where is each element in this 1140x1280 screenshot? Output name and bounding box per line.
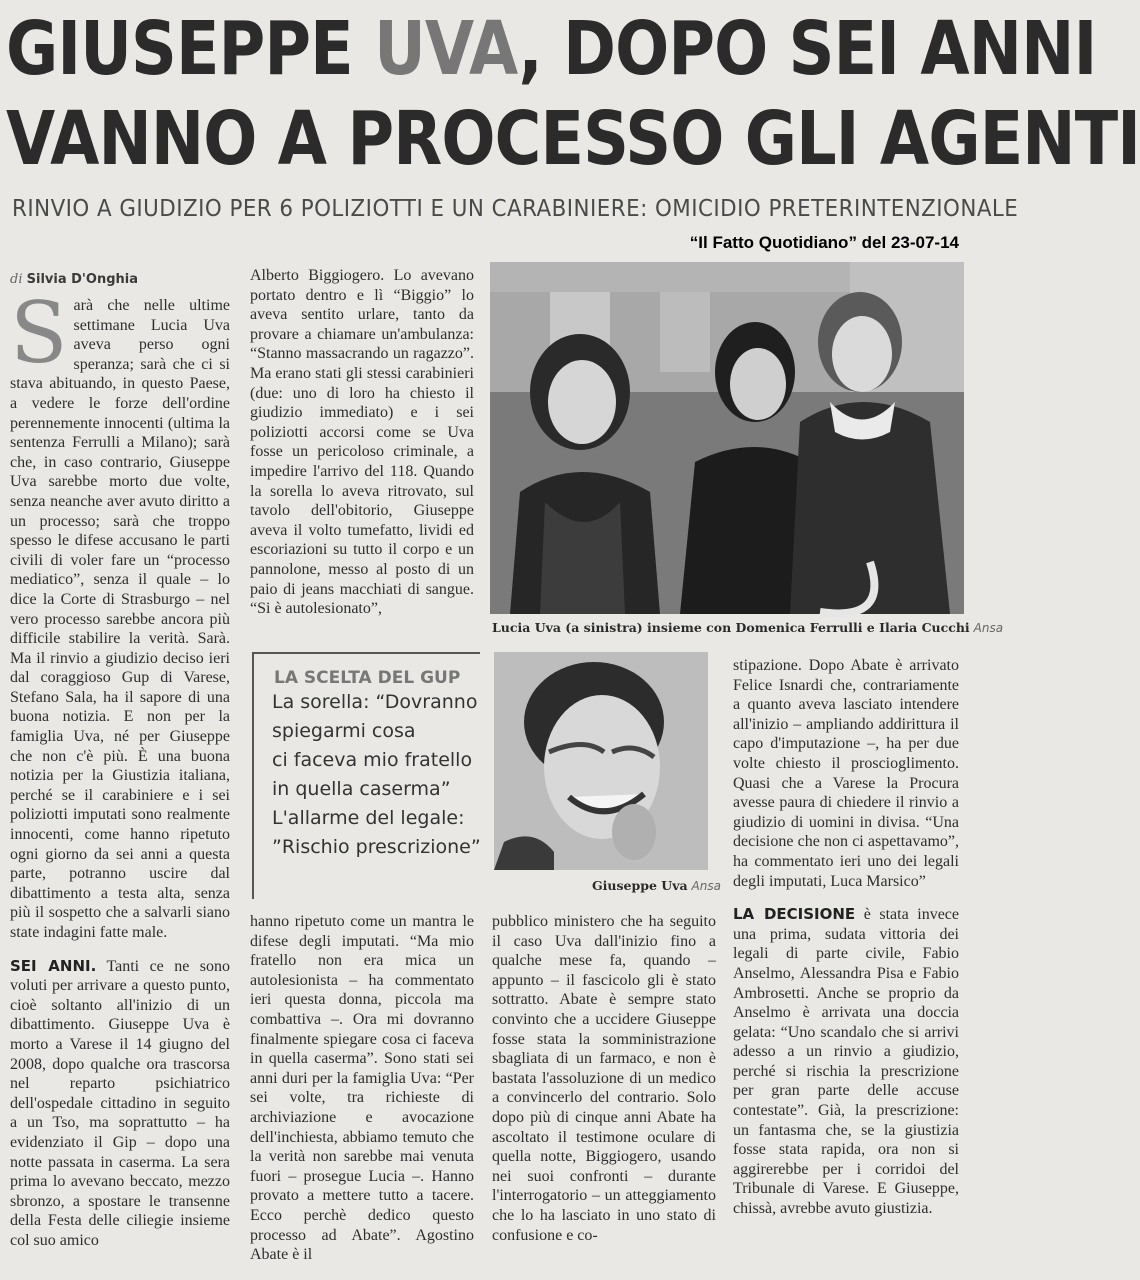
paragraph: stipazione. Dopo Abate è arrivato Felice Isnardi che, contrariamente a quanto aveva lasciato intendere all'inizio – ampliando addirittura il capo d'imputazione –, ha per due volte chiesto il proscioglimento. Quasi che a Varese la Procura avesse paura di chiedere il rinvio a giudizio di uomini in divisa. “Una decisione che non ci aspettavamo”, ha commentato ieri uno dei legali degli imputati, Luca Marsico” <box>733 657 959 890</box>
article-column-1 <box>10 284 231 1262</box>
headline-text: , DOPO SEI ANNI <box>518 6 1097 92</box>
headline-line2: VANNO A PROCESSO GLI AGENTI <box>6 96 1140 182</box>
box-line: in quella caserma” <box>272 778 451 800</box>
box-title: LA SCELTA DEL GUP <box>274 668 461 688</box>
box-line: L'allarme del legale: <box>272 807 465 829</box>
byline-author: Silvia D'Onghia <box>26 272 138 287</box>
source-note: “Il Fatto Quotidiano” del 23-07-14 <box>689 233 959 252</box>
photo-lucia-uva <box>490 262 964 614</box>
article-column-3 <box>492 912 716 1264</box>
paragraph: hanno ripetuto come un mantra le difese degli imputati. “Ma mio fratello non era mica un autolesionista – ha commentato ieri questa donna, piccola ma combattiva –. Ora mi dovranno finalmente spiegare cosa ci faceva in quella caserma”. Sono stati sei anni duri per la famiglia Uva: “Per sei volte, tra richieste di archiviazione e avocazione dell'inchiesta, abbiamo temuto che la verità non sarebbe mai venuta fuori – prosegue Lucia –. Hanno provato a mettere tutto a tacere. Ecco perchè dedico questo processo ad Abate”. Agostino Abate è il <box>250 913 474 1264</box>
subheadline: RINVIO A GIUDIZIO PER 6 POLIZIOTTI E UN CARABINIERE: OMICIDIO PRETERINTENZIONALE <box>12 196 1019 222</box>
article-column-4 <box>733 656 959 1264</box>
caption-text: Lucia Uva (a sinistra) insieme con Domenica Ferrulli e Ilaria Cucchi <box>492 620 970 635</box>
photo-image <box>494 652 708 870</box>
headline <box>6 4 1140 184</box>
paragraph: è stata invece una prima, sudata vittoria dei legali di parte civile, Fabio Anselmo, Alessandra Pisa e Fabio Ambrosetti. Anche se proprio da Anselmo è arrivata una doccia gelata: “Uno scandalo che si arrivi adesso a un rinvio a giudizio, perché si rischia la prescrizione per gran parte delle accuse contestate”. Già, la prescrizione: un fantasma che, se la giustizia fosse stata rapida, ora non si aggirerebbe per i corridoi del Tribunale di Varese. E Giuseppe, chissà, avrebbe avuto giustizia. <box>733 906 959 1218</box>
sidebar-box <box>252 652 480 899</box>
section-lead: SEI ANNI. <box>10 956 97 975</box>
photo-giuseppe-uva <box>494 652 708 870</box>
article-column-2-bottom <box>250 912 474 1264</box>
box-line: La sorella: “Dovranno <box>272 691 478 713</box>
caption-credit: Ansa <box>973 621 1004 635</box>
caption-text: Giuseppe Uva <box>592 878 688 893</box>
paragraph: Tanti ce ne sono voluti per arrivare a questo punto, cioè soltanto all'inizio di un dibattimento. Giuseppe Uva è morto a Varese il 14 giugno del 2008, dopo qualche ora trascorsa nel reparto psichiatrico dell'ospedale cittadino in seguito a un Tso, ma soprattutto – ha evidenziato il Gip – dopo una notte passata in caserma. La sera prima lo avevano beccato, mezzo sbronzo, a spostare le transenne della Festa delle ciliegie insieme col suo amico <box>10 957 231 1249</box>
box-line: spiegarmi cosa <box>272 720 416 742</box>
section-lead: LA DECISIONE <box>733 905 856 924</box>
photo-caption <box>592 878 721 893</box>
photo-image <box>490 262 964 614</box>
headline-text: GIUSEPPE <box>6 6 375 92</box>
box-line: ”Rischio prescrizione” <box>272 836 481 858</box>
photo-caption <box>492 620 1003 635</box>
drop-cap: S <box>10 284 68 382</box>
paragraph: arà che nelle ultime settimane Lucia Uva aveva perso ogni speranza; sarà che ci si stava abituando, in questo Paese, a vedere le forze dell'ordine perennemente innocenti (ultima la sentenza Ferrulli a Milano); sarà che, in caso contrario, Giuseppe Uva sarebbe morto due volte, senza neanche aver avuto diritto a un processo; sarà che troppo spesso le difese accusano le parti civili di voler fare un “processo mediatico”, senza il quale – lo dice la Corte di Strasburgo – nel vero processo sarebbe ancora più difficile stabilire la verità. Sarà. Ma il rinvio a giudizio deciso ieri dal coraggioso Gup di Varese, Stefano Sala, ha il sapore di una buona notizia. E non per la famiglia Uva, né per Giuseppe che non c'è più. È una buona notizia per la Giustizia italiana, perché se il carabiniere e i sei poliziotti imputati sono realmente innocenti, come hanno ripetuto ogni giorno da sei anni a questa parte, potranno uscire dal dibattimento a testa alta, senza più il sospetto che a salvarli siano state indagini fatte male. <box>10 297 230 941</box>
headline-highlight: UVA <box>374 6 519 92</box>
byline-prefix: di <box>10 272 23 287</box>
paragraph: Alberto Biggiogero. Lo avevano portato dentro e lì “Biggio” lo aveva sentito urlare, tanto da provare a chiamare un'ambulanza: “Stanno massacrando un ragazzo”. Ma erano stati gli stessi carabinieri (due: uno di loro ha chiesto il giudizio immediato) e i sei poliziotti accorsi come se Uva fosse un pericoloso criminale, a impedire l'arrivo del 118. Quando la sorella lo aveva ritrovato, sul tavolo dell'obitorio, Giuseppe aveva il volto tumefatto, lividi ed escoriazioni su tutto il corpo e un pannolone, messo al posto di un paio di jeans macchiati di sangue. “Si è autolesionato”, <box>250 267 474 618</box>
box-line: ci faceva mio fratello <box>272 749 473 771</box>
caption-credit: Ansa <box>691 879 721 893</box>
paragraph: pubblico ministero che ha seguito il caso Uva dall'inizio fino a qualche mese fa, quando – appunto – il fascicolo gli è stato sottratto. Abate è sempre stato convinto che a uccidere Giuseppe fosse stata la somministrazione sbagliata di un farmaco, e non è bastata l'assoluzione di un medico a convincerlo del contrario. Solo dopo più di cinque anni Abate ha ascoltato il testimone oculare di quella notte, Biggiogero, usando nei suoi confronti – durante l'interrogatorio – un atteggiamento che lo ha lasciato in uno stato di confusione e co- <box>492 913 716 1244</box>
article-column-2-top <box>250 266 474 622</box>
